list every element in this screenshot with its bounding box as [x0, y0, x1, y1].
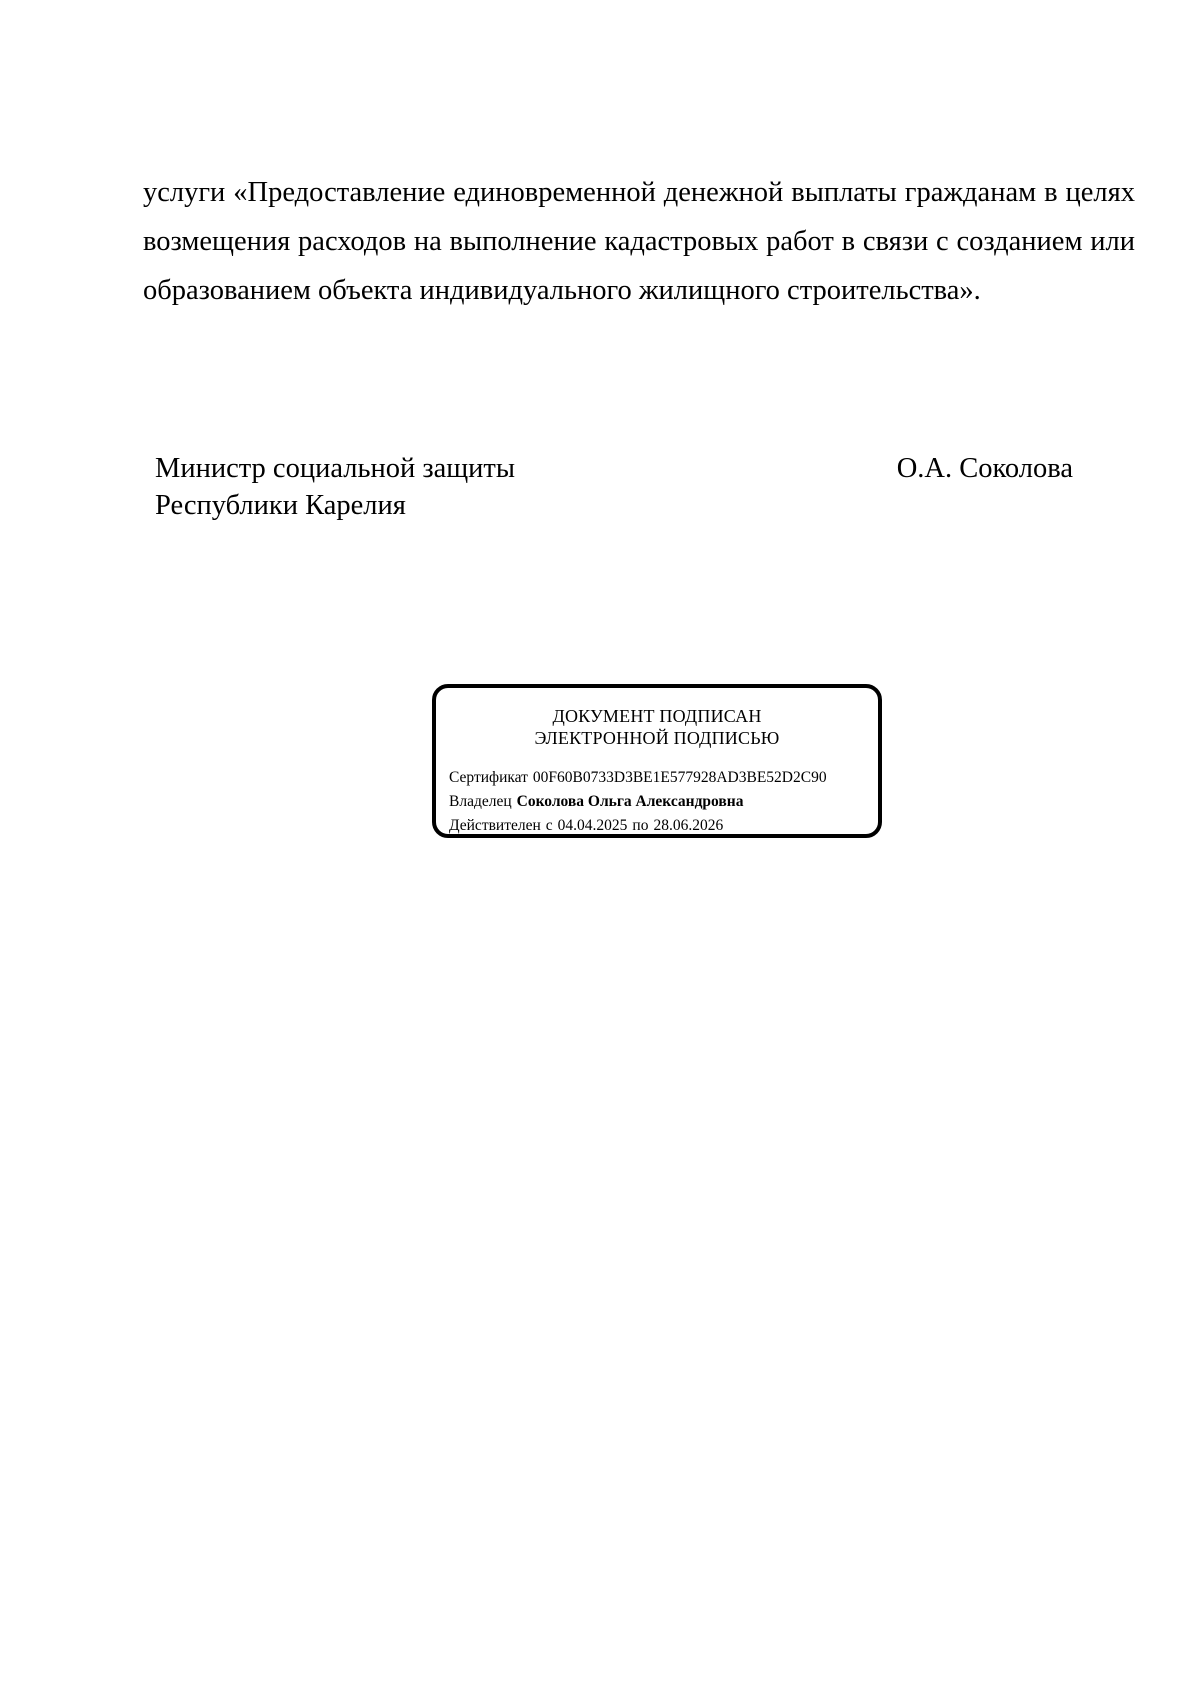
body-paragraph — [143, 168, 1135, 315]
stamp-validity-row — [449, 814, 827, 838]
valid-to-label: по — [632, 817, 649, 834]
stamp-certificate-row — [449, 766, 827, 790]
signer-name: О.А. Соколова — [896, 453, 1073, 484]
body-line: услуги «Предоставление единовременной денежной выплаты гражданам в целях — [143, 177, 1135, 208]
valid-label: Действителен — [449, 817, 541, 834]
stamp-title — [436, 705, 878, 749]
certificate-value: 00F60B0733D3BE1E577928AD3BE52D2C90 — [532, 769, 827, 786]
body-line: образованием объекта индивидуального жилищного строительства». — [143, 275, 981, 306]
stamp-details — [449, 766, 827, 838]
owner-label: Владелец — [449, 793, 512, 810]
electronic-signature-stamp — [432, 684, 882, 838]
owner-value: Соколова Ольга Александровна — [516, 793, 744, 810]
stamp-title-line: ЭЛЕКТРОННОЙ ПОДПИСЬЮ — [534, 728, 780, 748]
valid-from-label: с — [545, 817, 553, 834]
signer-position-line: Министр социальной защиты — [155, 453, 516, 484]
stamp-title-line: ДОКУМЕНТ ПОДПИСАН — [552, 706, 762, 726]
certificate-label: Сертификат — [449, 769, 528, 786]
stamp-owner-row — [449, 790, 827, 814]
valid-to-date: 28.06.2026 — [653, 817, 724, 834]
body-line: возмещения расходов на выполнение кадастровых работ в связи с созданием или — [143, 226, 1135, 257]
signer-position-line: Республики Карелия — [155, 490, 406, 521]
signer-position — [155, 450, 515, 524]
valid-from-date: 04.04.2025 — [557, 817, 628, 834]
